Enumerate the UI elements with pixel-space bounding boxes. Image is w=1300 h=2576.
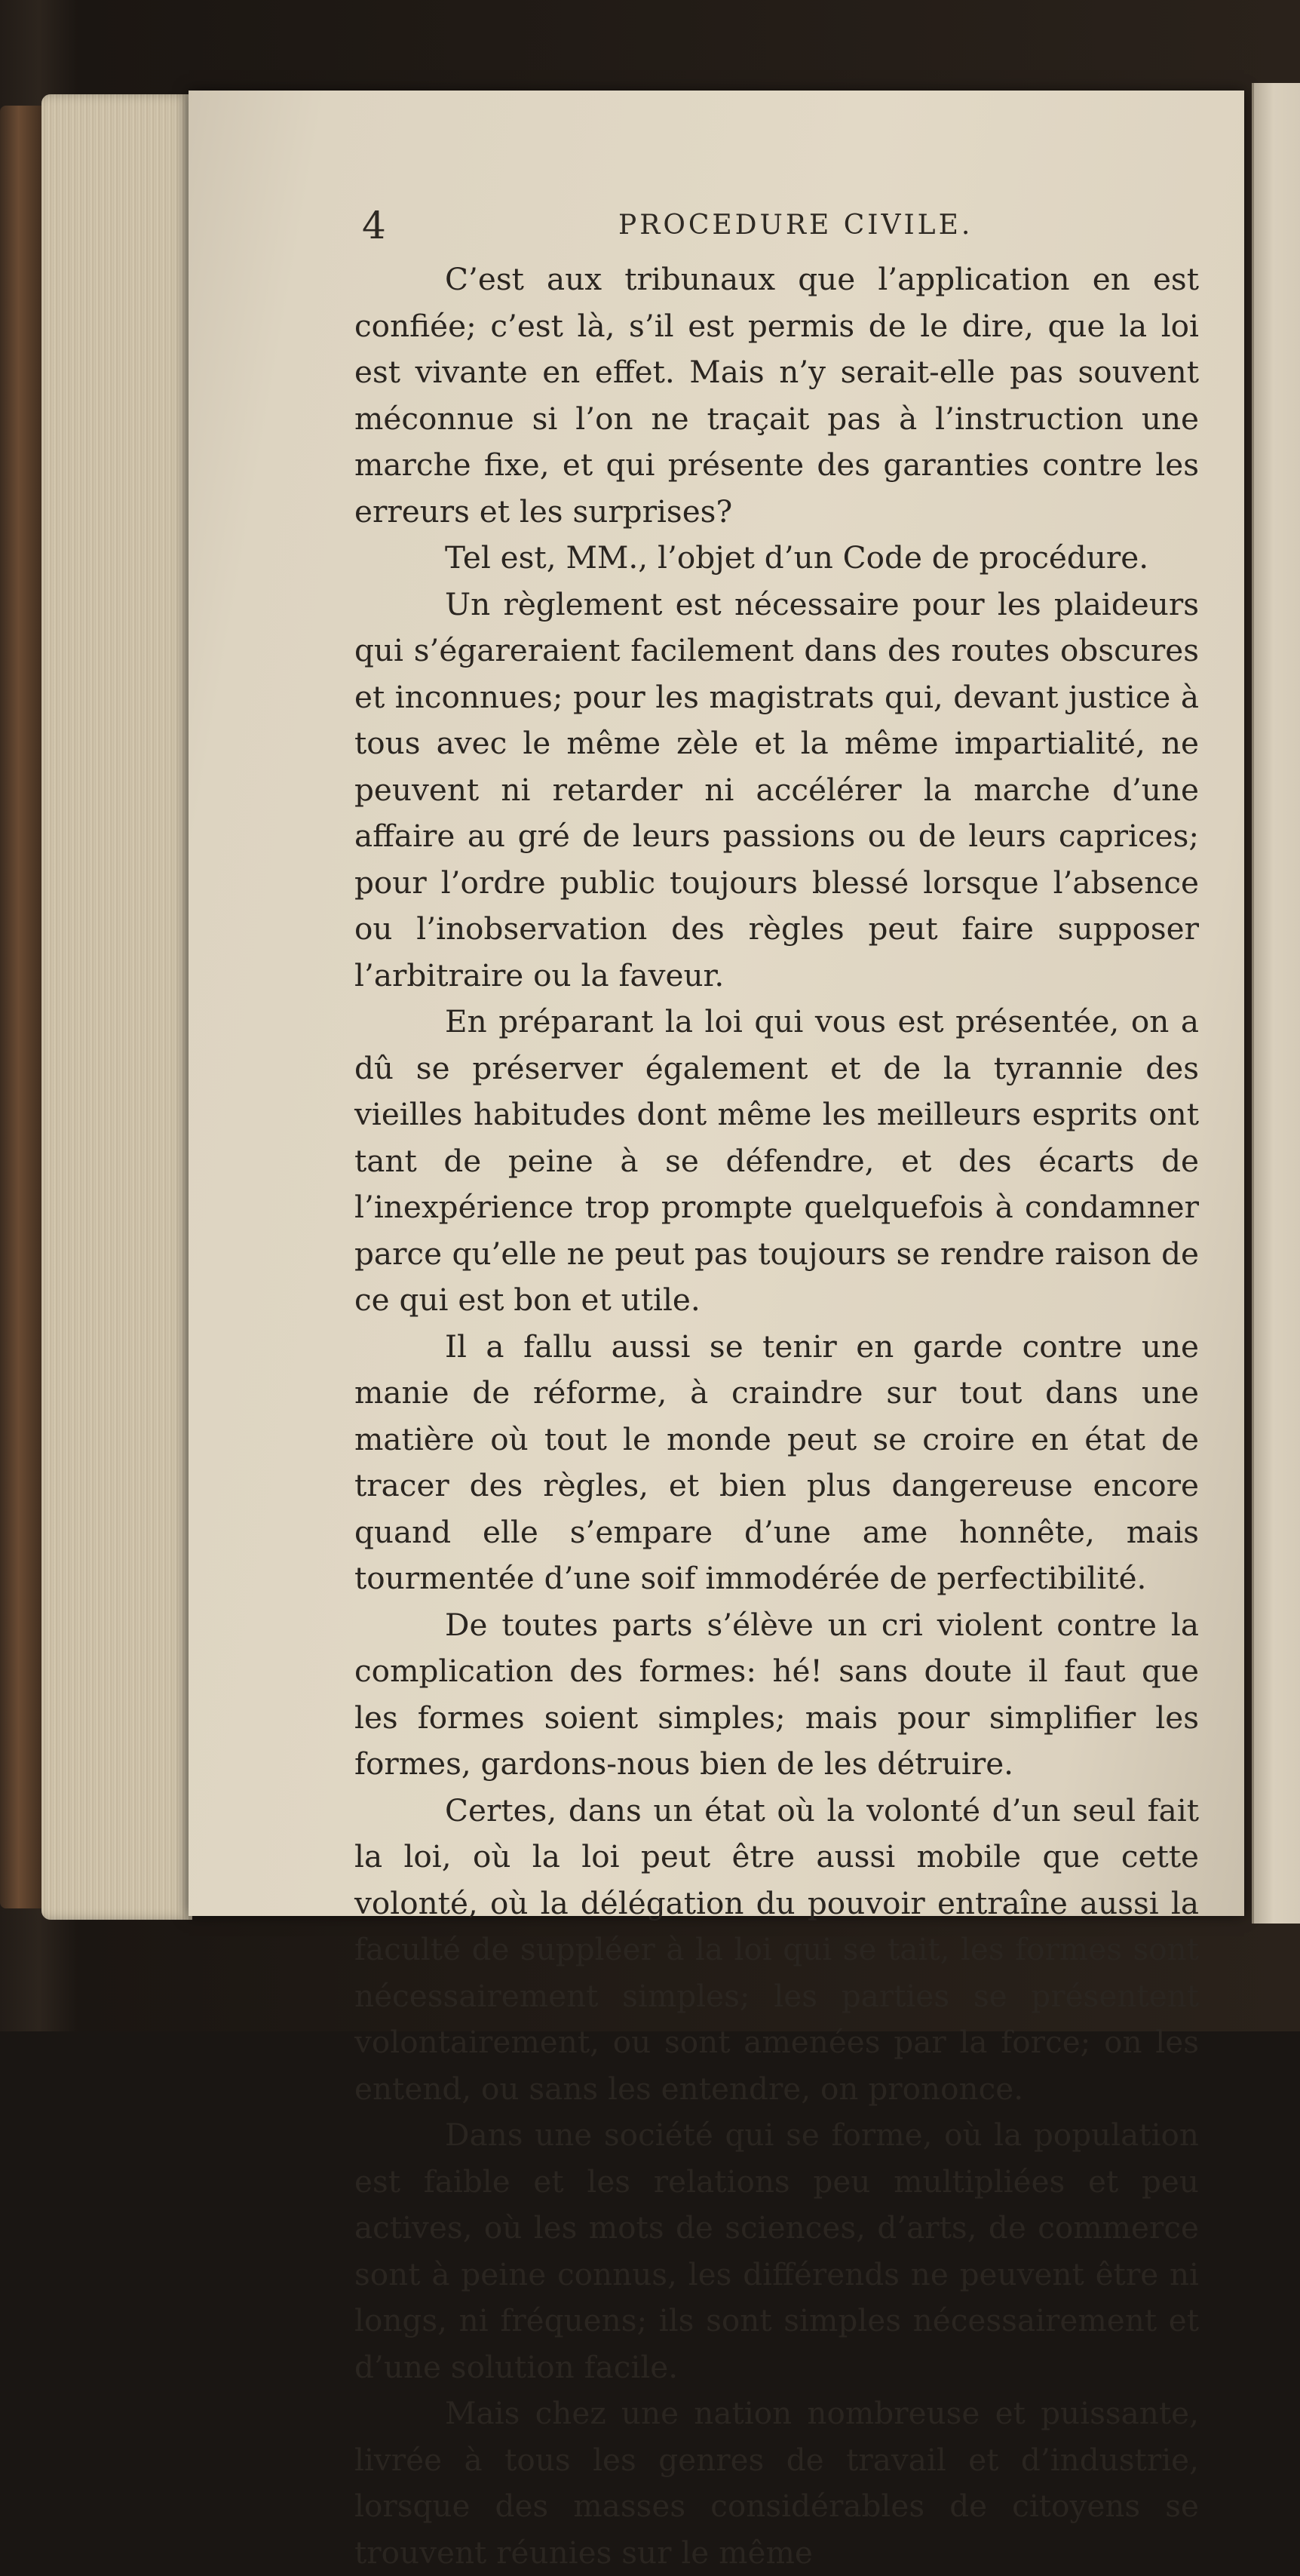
body-text [354,256,1199,2576]
paragraph: Dans une société qui se forme, où la population est faible et les relations peu multipliées et peu actives, où les mots de sciences, d’arts, de commerce sont à peine connus, les différends ne peuvent être ni longs, ni fréquens; ils sont simples nécessairement et d’une solution facile. [354,2117,1199,2385]
page-number: 4 [362,204,386,247]
running-title: PROCEDURE CIVILE. [618,210,973,241]
page-edges [41,94,192,1920]
paragraph: En préparant la loi qui vous est présentée, on a dû se préserver également et de la tyrannie des vieilles habitudes dont même les meilleurs esprits ont tant de peine à se défendre, et des écarts de l’inexpérience trop prompte quelquefois à condamner parce qu’elle ne peut pas toujours se rendre raison de ce qui est bon et utile. [354,1003,1199,1318]
paragraph: De toutes parts s’élève un cri violent contre la complication des formes: hé! sans doute il faut que les formes soient simples; mais pour simplifier les formes, gardons-nous bien de les détruire. [354,1606,1199,1782]
paragraph: Certes, dans un état où la volonté d’un seul fait la loi, où la loi peut être aussi mobile que cette volonté, où la délégation du pouvoir entraîne aussi la faculté de suppléer à la loi qui se tait, les formes sont nécessairement simples; les parties se présentent volontairement, ou sont amenées par la force; on les entend, ou sans les entendre, on prononce. [354,1792,1199,2107]
paragraph: Il a fallu aussi se tenir en garde contre une manie de réforme, à craindre sur tout dans une matière où tout le monde peut se croire en état de tracer des règles, et bien plus dangereuse encore quand elle s’empare d’une ame honnête, mais tourmentée d’une soif immodérée de perfectibilité. [354,1328,1199,1596]
paragraph: Mais chez une nation nombreuse et puissante, livrée à tous les genres de travail et d’industrie, lorsque des masses considérables de citoyens se trouvent réunies sur le même [354,2395,1199,2571]
facing-page-edge [1252,83,1300,1924]
paragraph: C’est aux tribunaux que l’application en est confiée; c’est là, s’il est permis de le dire, que la loi est vivante en effet. Mais n’y serait-elle pas souvent méconnue si l’on ne traçait pas à l’instruction une marche fixe, et qui présente des garanties contre les erreurs et les surprises? [354,261,1199,530]
paragraph: Un règlement est nécessaire pour les plaideurs qui s’égareraient facilement dans des routes obscures et inconnues; pour les magistrats qui, devant justice à tous avec le même zèle et la même impartialité, ne peuvent ni retarder ni accélérer la marche d’une affaire au gré de leurs passions ou de leurs caprices; pour l’ordre public toujours blessé lorsque l’absence ou l’inobservation des règles peut faire supposer l’arbitraire ou la faveur. [354,585,1199,993]
paragraph: Tel est, MM., l’objet d’un Code de procédure. [445,539,1149,576]
page-header [354,204,1244,249]
